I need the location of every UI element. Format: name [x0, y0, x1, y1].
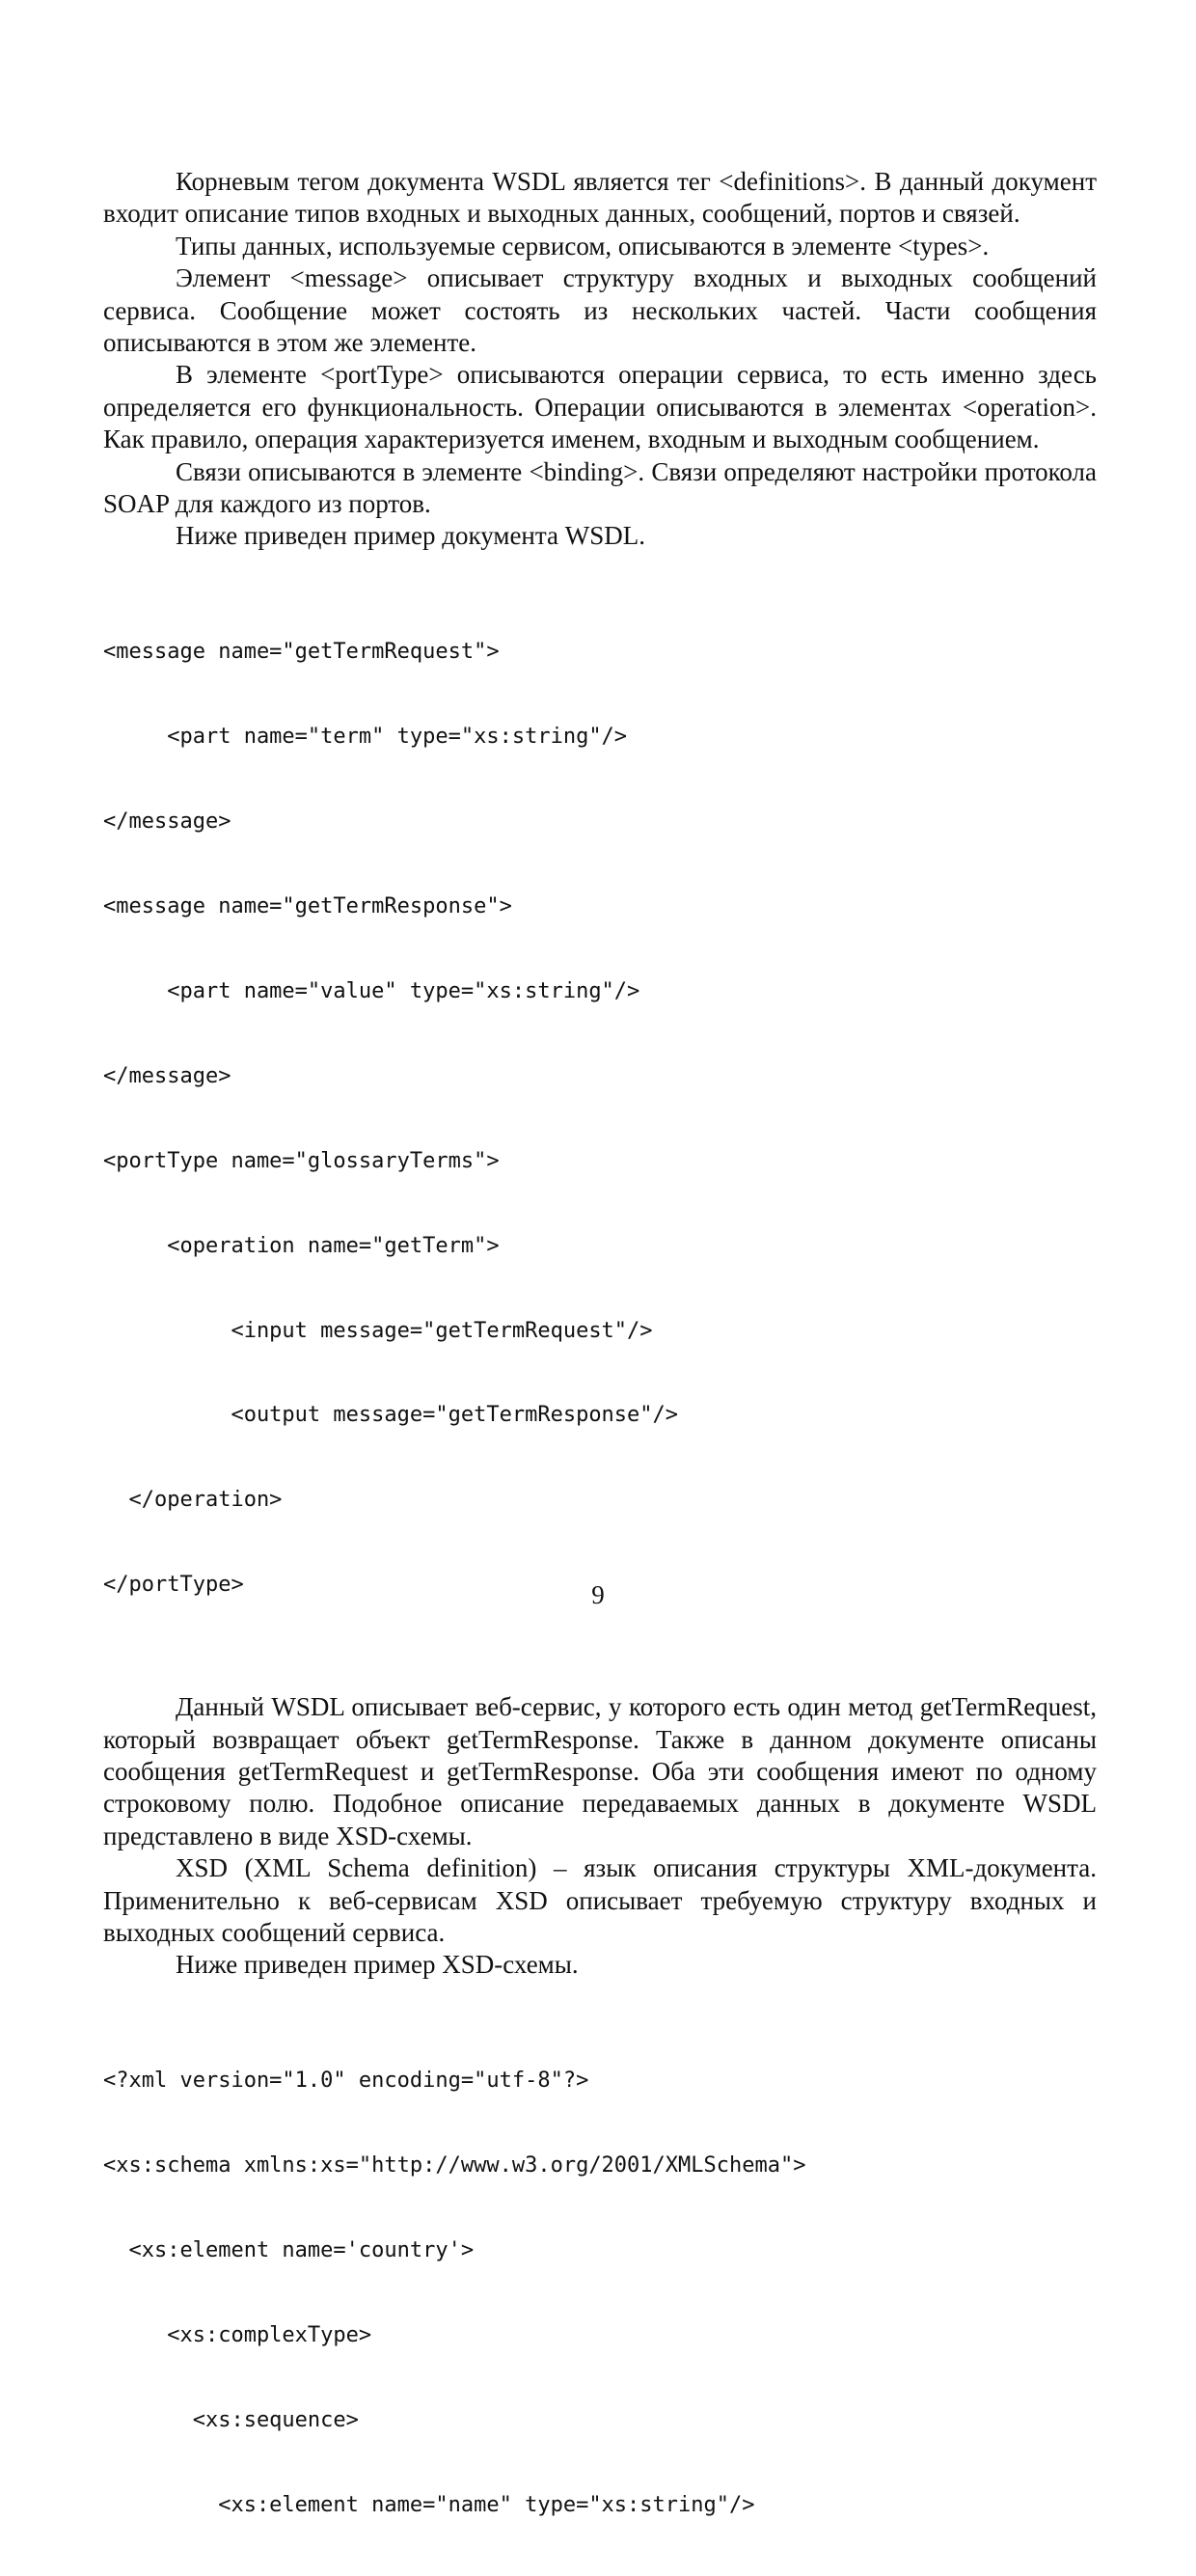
page-number: 9 [591, 1580, 605, 1609]
code-block-xsd [103, 2011, 1097, 2576]
code-line: </message> [103, 809, 231, 835]
code-line: </operation> [103, 1488, 283, 1513]
document-page [103, 166, 1097, 2576]
paragraph-types: Типы данных, используемые сервисом, описываются в элементе <types>. [176, 231, 990, 260]
paragraph-binding: Связи описываются в элементе <binding>. Связи определяют настройки протокола SOAP для каждого из портов. [103, 456, 1097, 519]
code-line: <part name="term" type="xs:string"/> [103, 725, 628, 750]
code-line: <part name="value" type="xs:string"/> [103, 979, 640, 1004]
paragraph-wsdl-example-intro: Ниже приведен пример документа WSDL. [176, 521, 645, 551]
code-line: <xs:schema xmlns:xs="http://www.w3.org/2001/XMLSchema"> [103, 2153, 806, 2179]
code-line: <xs:sequence> [103, 2407, 359, 2432]
code-line: <output message="getTermResponse"/> [103, 1403, 679, 1428]
code-line: <xs:element name='country'> [103, 2238, 475, 2263]
code-line: </message> [103, 1063, 231, 1088]
paragraph-xsd-definition: XSD (XML Schema definition) – язык описания структуры XML-документа. Применительно к веб-сервисам XSD описывает требуемую структуру входных и выходных сообщений сервиса. [103, 1853, 1097, 1947]
code-block-wsdl [103, 582, 1097, 1656]
code-line: <?xml version="1.0" encoding="utf-8"?> [103, 2069, 589, 2094]
paragraph-xsd-example-intro: Ниже приведен пример XSD-схемы. [176, 1950, 579, 1980]
code-line: <portType name="glossaryTerms"> [103, 1148, 500, 1173]
paragraph-message: Элемент <message> описывает структуру входных и выходных сообщений сервиса. Сообщение может состоять из нескольких частей. Части сообщения описываются в этом же элементе. [103, 263, 1097, 358]
code-line: <xs:complexType> [103, 2323, 372, 2348]
paragraph-wsdl-description: Данный WSDL описывает веб-сервис, у которого есть один метод getTermRequest, который возвращает объект getTermResponse. Также в данном документе описаны сообщения getTermRequest и getTermResponse. Оба эти сообщения имеют по одному строковому полю. Подобное описание передаваемых данных в документе WSDL представлено в виде XSD-схемы. [103, 1692, 1097, 1850]
code-line: <operation name="getTerm"> [103, 1233, 500, 1258]
paragraph-definitions: Корневым тегом документа WSDL является тег <definitions>. В данный документ входит описание типов входных и выходных данных, сообщений, портов и связей. [103, 167, 1097, 229]
paragraph-porttype: В элементе <portType> описываются операции сервиса, то есть именно здесь определяется его функциональность. Операции описываются в элементах <operation>. Как правило, операция характеризуется именем, входным и выходным сообщением. [103, 360, 1097, 454]
code-line: <input message="getTermRequest"/> [103, 1318, 653, 1343]
code-line: </portType> [103, 1573, 244, 1598]
code-line: <xs:element name="name" type="xs:string"/> [103, 2492, 755, 2517]
code-line: <message name="getTermRequest"> [103, 640, 500, 665]
code-line: <message name="getTermResponse"> [103, 894, 512, 919]
